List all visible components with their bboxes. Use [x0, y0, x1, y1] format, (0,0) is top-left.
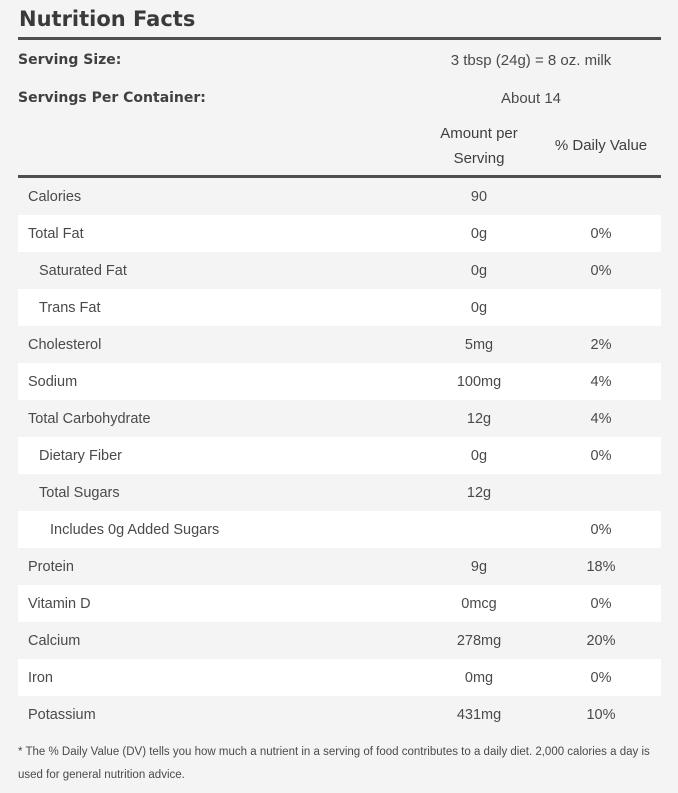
amount-header-line2: Serving — [453, 149, 505, 167]
nutrient-daily-value: 0% — [590, 225, 612, 242]
table-row — [18, 585, 661, 622]
nutrient-amount: 0g — [470, 447, 488, 464]
daily-value-footnote: * The % Daily Value (DV) tells you how much a nutrient in a serving of food contributes to a daily diet. 2,000 calories a day is used for general nutrition advice. — [18, 746, 650, 781]
nutrient-amount: 0g — [470, 262, 488, 279]
nutrient-amount: 100mg — [456, 373, 502, 390]
nutrient-table — [18, 178, 661, 733]
nutrient-name: Trans Fat — [39, 299, 101, 316]
nutrient-name: Total Sugars — [39, 484, 120, 501]
nutrient-daily-value: 0% — [590, 669, 612, 686]
nutrient-name: Calories — [28, 188, 82, 205]
table-row — [18, 289, 661, 326]
nutrient-amount: 431mg — [456, 706, 502, 723]
table-row — [18, 400, 661, 437]
servings-per-container-row — [18, 80, 661, 116]
nutrient-daily-value: 4% — [590, 410, 612, 427]
nutrient-name: Total Fat — [28, 225, 84, 242]
nutrient-daily-value: 20% — [586, 632, 616, 649]
nutrient-daily-value: 18% — [586, 558, 616, 575]
nutrient-name: Calcium — [28, 632, 81, 649]
table-row — [18, 363, 661, 400]
nutrient-name: Saturated Fat — [39, 262, 127, 279]
serving-size-label: Serving Size: — [18, 52, 122, 68]
nutrient-amount: 90 — [470, 188, 488, 205]
nutrient-name: Potassium — [28, 706, 96, 723]
table-row — [18, 215, 661, 252]
nutrient-name: Sodium — [28, 373, 78, 390]
amount-header-line1: Amount per — [440, 124, 518, 142]
nutrient-name: Protein — [28, 558, 74, 575]
nutrient-daily-value: 0% — [590, 521, 612, 538]
nutrient-amount: 5mg — [464, 336, 494, 353]
table-row — [18, 326, 661, 363]
nutrient-daily-value: 10% — [586, 706, 616, 723]
nutrient-name: Dietary Fiber — [39, 447, 122, 464]
nutrient-daily-value: 0% — [590, 595, 612, 612]
nutrient-amount: 12g — [466, 484, 492, 501]
daily-value-header: % Daily Value — [554, 137, 648, 154]
table-row — [18, 178, 661, 215]
table-row — [18, 696, 661, 733]
nutrient-daily-value: 0% — [590, 262, 612, 279]
table-row — [18, 622, 661, 659]
table-row — [18, 511, 661, 548]
table-row — [18, 659, 661, 696]
nutrient-daily-value: 4% — [590, 373, 612, 390]
nutrient-amount: 0g — [470, 299, 488, 316]
nutrient-name: Vitamin D — [28, 595, 91, 612]
nutrient-amount: 9g — [470, 558, 488, 575]
table-row — [18, 252, 661, 289]
serving-size-value: 3 tbsp (24g) = 8 oz. milk — [450, 51, 612, 69]
nutrient-name: Cholesterol — [28, 336, 102, 353]
nutrient-amount: 278mg — [456, 632, 502, 649]
nutrient-daily-value: 2% — [590, 336, 612, 353]
nutrient-amount: 12g — [466, 410, 492, 427]
nutrient-name: Iron — [28, 669, 53, 686]
servings-per-container-label: Servings Per Container: — [18, 90, 206, 106]
nutrient-name: Total Carbohydrate — [28, 410, 151, 427]
nutrient-amount: 0mg — [464, 669, 494, 686]
nutrient-amount: 0g — [470, 225, 488, 242]
nutrient-daily-value: 0% — [590, 447, 612, 464]
nutrition-facts-panel — [18, 0, 661, 733]
serving-size-row — [18, 40, 661, 80]
servings-per-container-value: About 14 — [500, 89, 562, 107]
amount-per-serving-header — [417, 121, 541, 171]
table-row — [18, 548, 661, 585]
table-header — [18, 116, 661, 175]
table-row — [18, 437, 661, 474]
page-title: Nutrition Facts — [19, 7, 196, 31]
nutrient-amount: 0mcg — [461, 595, 497, 612]
nutrient-name: Includes 0g Added Sugars — [50, 521, 220, 538]
table-row — [18, 474, 661, 511]
